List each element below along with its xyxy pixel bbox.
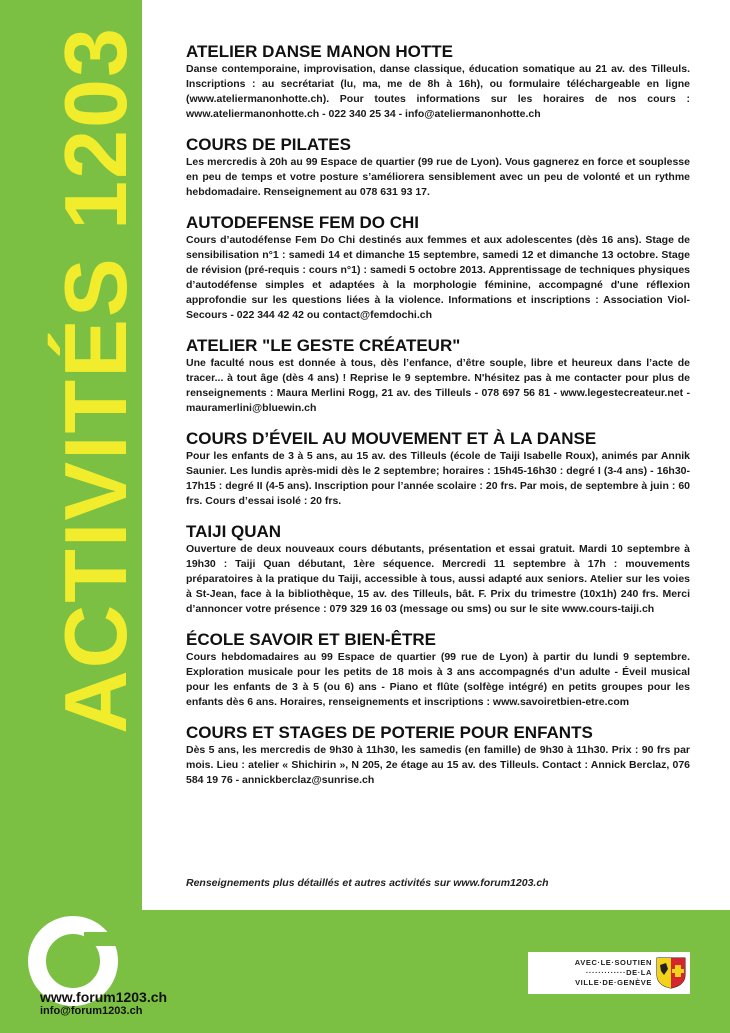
section-title: COURS DE PILATES xyxy=(186,135,351,154)
section-title: COURS D’ÉVEIL AU MOUVEMENT ET À LA DANSE xyxy=(186,429,597,448)
footer-note: Renseignements plus détaillés et autres activités sur www.forum1203.ch xyxy=(186,877,549,889)
section-title: ATELIER "LE GESTE CRÉATEUR" xyxy=(186,336,461,355)
section-title: AUTODEFENSE FEM DO CHI xyxy=(186,213,419,232)
section-pilates xyxy=(186,135,690,200)
section-body: Cours hebdomadaires au 99 Espace de quartier (99 rue de Lyon) à partir du lundi 9 septembre. Exploration musicale pour les petits de 18 mois à 3 ans accompagnés d'un adulte - Éveil musical pour les enfants de 3 à 5 (ou 6) ans - Piano et flûte (solfège intégré) en petits groupes pour les enfants dès 6 ans. Horaires, renseignements et inscriptions : www.savoiretbien-etre.com xyxy=(186,651,690,708)
website-link[interactable]: www.forum1203.ch xyxy=(40,989,168,1005)
section-autodefense xyxy=(186,213,690,323)
geneva-crest-icon xyxy=(656,957,686,989)
support-line: VILLE·DE·GENÈVE xyxy=(575,978,652,987)
section-danse xyxy=(186,42,690,122)
section-body: Une faculté nous est donnée à tous, dès l’enfance, d’être souple, libre et heureux dans l’acte de tracer... à tout âge (dès 4 ans) ! Reprise le 9 septembre. N'hésitez pas à me contacter pour plus de renseignements : Maura Merlini Rogg, 21 av. des Tilleuls - 078 697 56 81 - www.legestecreateur.net - mauramerlini@bluewin.ch xyxy=(186,357,690,414)
section-eveil xyxy=(186,429,690,509)
section-savoir xyxy=(186,630,690,710)
section-taiji xyxy=(186,522,690,617)
section-body: Les mercredis à 20h au 99 Espace de quartier (99 rue de Lyon). Vous gagnerez en force et souplesse en peu de temps et votre posture s’améliorera sensiblement avec un peu de volonté et un rythme hebdomadaire. Renseignement au 078 631 93 17. xyxy=(186,156,690,198)
section-body: Cours d’autodéfense Fem Do Chi destinés aux femmes et aux adolescentes (dès 16 ans). Stage de sensibilisation n°1 : samedi 14 et dimanche 15 septembre, samedi 12 et dimanche 13 octobre. Stage de révision (pré-requis : cours n°1) : samedi 5 octobre 2013. Apprentissage de techniques physiques d’autodéfense simples et adaptées à la morphologie féminine, accompagné d'une réflexion approfondie sur les questions liées à la violence. Informations et inscriptions : Association Viol-Secours - 022 344 42 42 ou contact@femdochi.ch xyxy=(186,234,690,321)
support-box xyxy=(528,952,690,994)
section-title: ATELIER DANSE MANON HOTTE xyxy=(186,42,453,61)
support-text xyxy=(534,958,652,988)
section-body: Danse contemporaine, improvisation, danse classique, éducation somatique au 21 av. des Tilleuls. Inscriptions : au secrétariat (lu, ma, me de 8h à 16h), ou formulaire téléchargeable en ligne (www.ateliermanonhotte.ch). Pour toutes informations sur les horaires de nos cours : www.ateliermanonhotte.ch - 022 340 25 34 - info@ateliermanonhotte.ch xyxy=(186,63,690,120)
section-geste-createur xyxy=(186,336,690,416)
section-body: Pour les enfants de 3 à 5 ans, au 15 av. des Tilleuls (école de Taiji Isabelle Roux), animés par Annik Saunier. Les lundis après-midi dès le 2 septembre; horaires : 15h45-16h30 : degré I (3-4 ans) - 16h30-17h15 : degré II (4-5 ans). Inscription pour l’année scolaire : 20 frs. Par mois, de septembre à juin : 60 frs. Cours d’essai isolé : 20 frs. xyxy=(186,450,690,507)
section-title: COURS ET STAGES DE POTERIE POUR ENFANTS xyxy=(186,723,593,742)
email-link[interactable]: info@forum1203.ch xyxy=(40,1005,143,1017)
vertical-title-area xyxy=(0,0,145,910)
support-line: ·············DE·LA xyxy=(585,968,652,977)
section-body: Ouverture de deux nouveaux cours débutants, présentation et essai gratuit. Mardi 10 septembre à 19h30 : Taiji Quan débutant, 1ère séquence. Mercredi 11 septembre à 17h : mouvements préparatoires à la pratique du Taiji, accessible à tous, aussi adapté aux seniors. Atelier sur les voies à St-Jean, face à la bibliothèque, 15 av. des Tilleuls, bât. F. Prix du trimestre (10x1h) 240 frs. Merci d’annoncer votre présence : 079 329 16 03 (message ou sms) ou sur le site www.cours-taiji.ch xyxy=(186,543,690,615)
support-line: AVEC·LE·SOUTIEN xyxy=(574,958,652,967)
main-content xyxy=(186,42,690,801)
section-title: TAIJI QUAN xyxy=(186,522,282,541)
section-title: ÉCOLE SAVOIR ET BIEN-ÊTRE xyxy=(186,630,436,649)
section-poterie xyxy=(186,723,690,788)
section-body: Dès 5 ans, les mercredis de 9h30 à 11h30, les samedis (en famille) de 9h30 à 11h30. Prix : 90 frs par mois. Lieu : atelier « Shichirin », N 205, 2e étage au 15 av. des Tilleuls. Contact : Annick Berclaz, 076 584 19 76 - annickberclaz@sunrise.ch xyxy=(186,744,690,786)
vertical-title: ACTIVITÉS 1203 xyxy=(46,26,145,734)
